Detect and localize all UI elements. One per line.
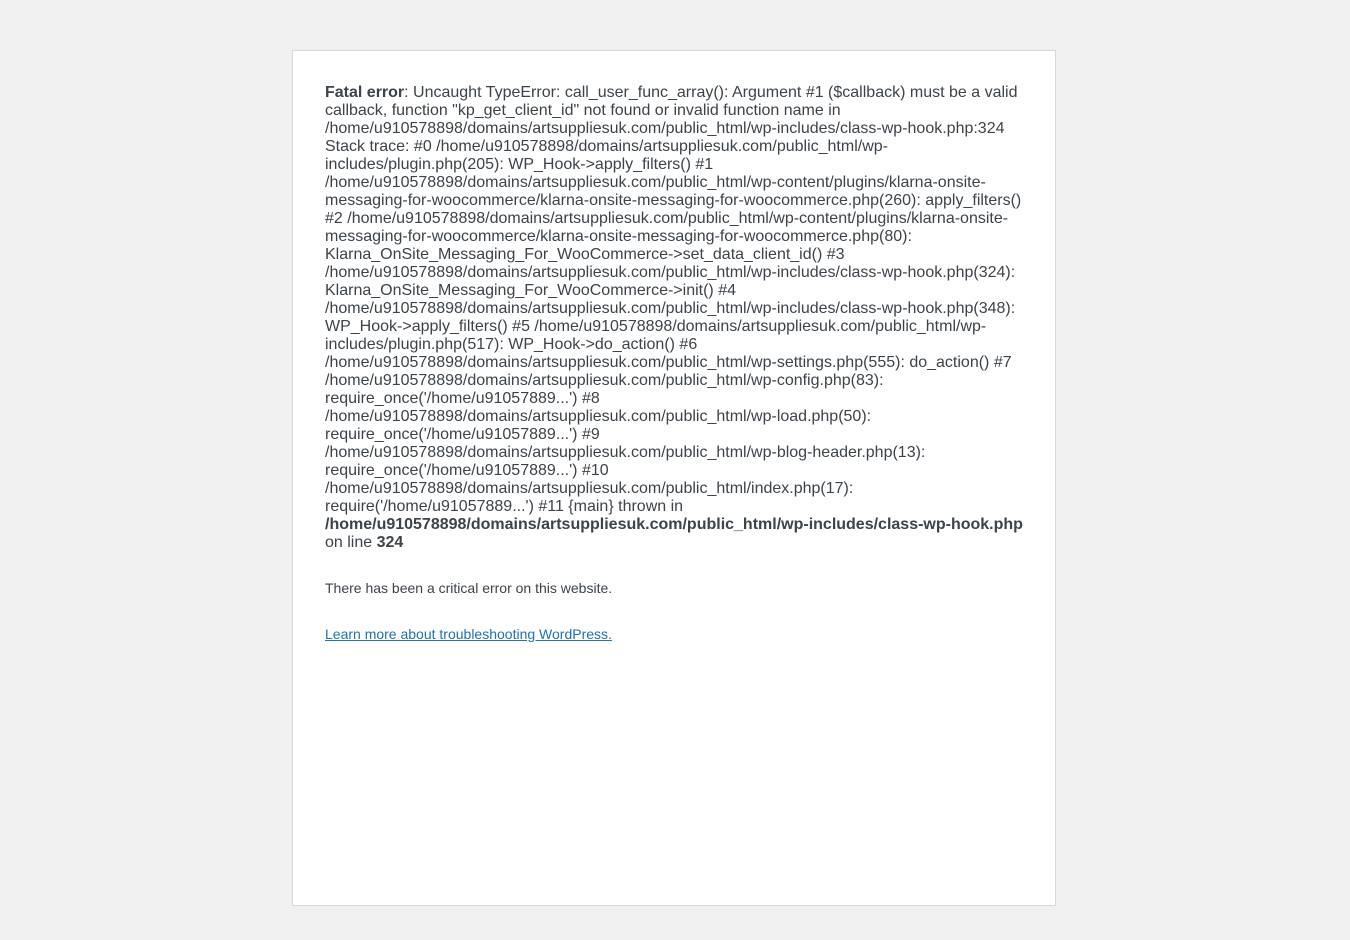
fatal-error-text [325, 84, 1023, 552]
fatal-error-message: Uncaught TypeError: call_user_func_array(): Argument #1 ($callback) must be a valid callback, function "kp_get_client_id" not found or invalid function name in /home/u910578898/domains/artsuppliesuk.com/public_html/wp-includes/class-wp-hook.php:324 Stack trace: #0 /home/u910578898/domains/artsuppliesuk.com/public_html/wp-includes/plugin.php(205): WP_Hook->apply_filters() #1 /home/u910578898/domains/artsuppliesuk.com/public_html/wp-content/plugins/klarna-onsite-messaging-for-woocommerce/klarna-onsite-messaging-for-woocommerce.php(260): apply_filters() #2 /home/u910578898/domains/artsuppliesuk.com/public_html/wp-content/plugins/klarna-onsite-messaging-for-woocommerce/klarna-onsite-messaging-for-woocommerce.php(80): Klarna_OnSite_Messaging_For_WooCommerce->set_data_client_id() #3 /home/u910578898/domains/artsuppliesuk.com/public_html/wp-includes/class-wp-hook.php(324): Klarna_OnSite_Messaging_For_WooCommerce->init() #4 /home/u910578898/domains/artsuppliesuk.com/public_html/wp-includes/class-wp-hook.php(348): WP_Hook->apply_filters() #5 /home/u910578898/domains/artsuppliesuk.com/public_html/wp-includes/plugin.php(517): WP_Hook->do_action() #6 /home/u910578898/domains/artsuppliesuk.com/public_html/wp-settings.php(555): do_action() #7 /home/u910578898/domains/artsuppliesuk.com/public_html/wp-config.php(83): require_once('/home/u91057889...') #8 /home/u910578898/domains/artsuppliesuk.com/public_html/wp-load.php(50): require_once('/home/u91057889...') #9 /home/u910578898/domains/artsuppliesuk.com/public_html/wp-blog-header.php(13): require_once('/home/u91057889...') #10 /home/u910578898/domains/artsuppliesuk.com/public_html/index.php(17): require('/home/u91057889...') #11 {main} thrown in [325, 84, 1022, 515]
critical-error-message: There has been a critical error on this website. [325, 580, 613, 596]
error-page-box [292, 50, 1056, 906]
fatal-error-file: /home/u910578898/domains/artsuppliesuk.com/public_html/wp-includes/class-wp-hook.php [325, 516, 1023, 533]
fatal-error-label: Fatal error [325, 84, 405, 101]
troubleshooting-link[interactable]: Learn more about troubleshooting WordPress. [325, 626, 612, 642]
fatal-error-colon: : [404, 84, 414, 101]
fatal-error-on-line: on line [325, 534, 377, 551]
fatal-error-line-number: 324 [376, 534, 404, 551]
